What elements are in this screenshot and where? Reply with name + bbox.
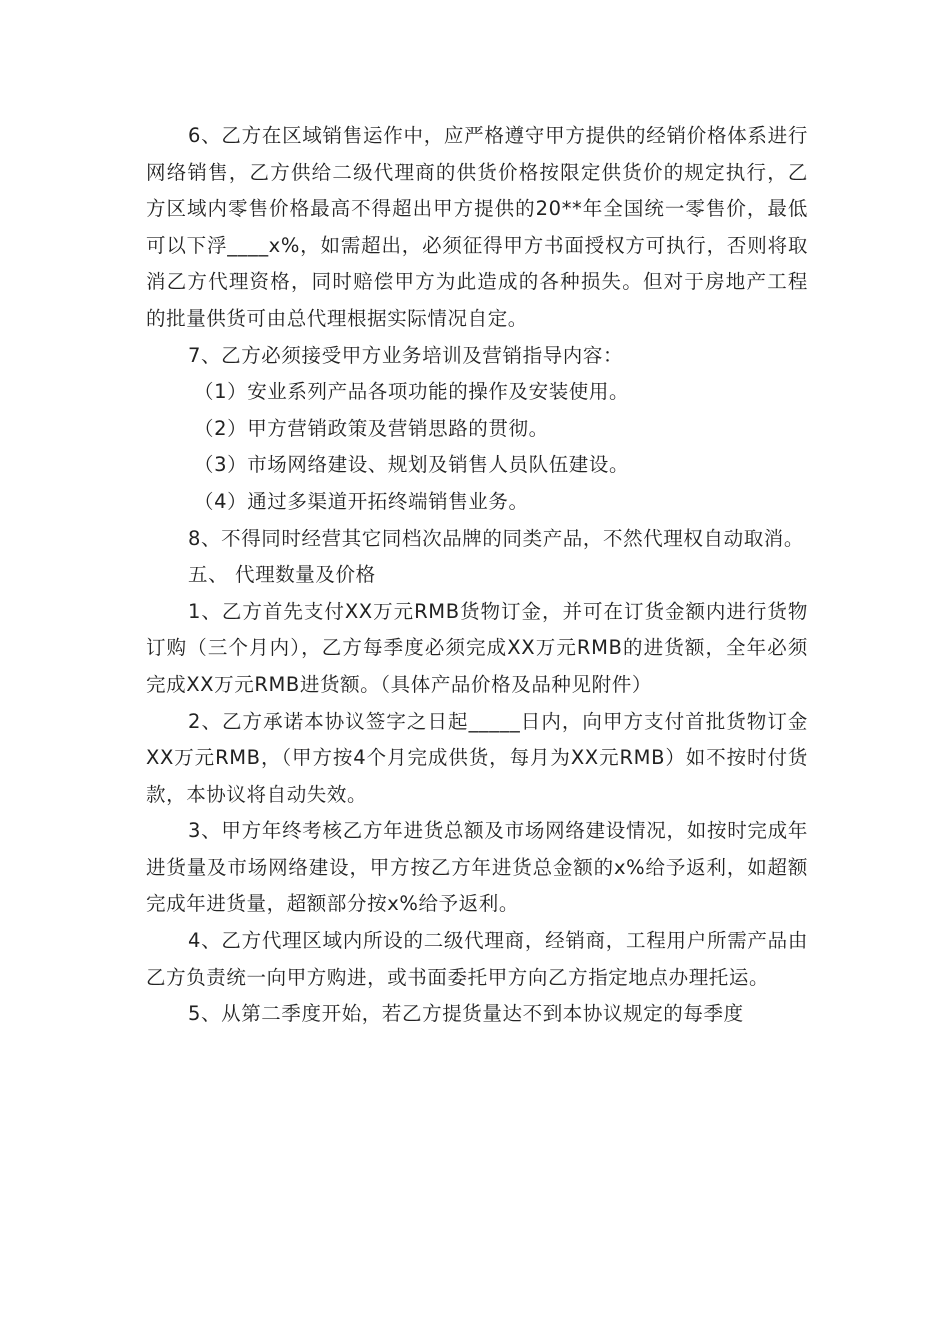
list-item-training-4: （4）通过多渠道开拓终端销售业务。: [194, 489, 529, 513]
section-heading-5: 五、 代理数量及价格: [188, 563, 376, 587]
paragraph-quantity-1: 1、乙方首先支付XX万元RMB货物订金，并可在订货金额内进行货物订购（三个月内），乙方每季度必须完成XX万元RMB的进货额，全年必须完成XX万元RMB进货额。（具体产品价格及品种见附件）: [146, 599, 808, 696]
paragraph-clause-6: 6、乙方在区域销售运作中，应严格遵守甲方提供的经销价格体系进行网络销售，乙方供给二级代理商的供货价格按限定供货价的规定执行，乙方区域内零售价格最高不得超出甲方提供的20**年全国统一零售价，最低可以下浮____x%，如需超出，必须征得甲方书面授权方可执行，否则将取消乙方代理资格，同时赔偿甲方为此造成的各种损失。但对于房地产工程的批量供货可由总代理根据实际情况自定。: [146, 124, 808, 330]
paragraph-quantity-2: 2、乙方承诺本协议签字之日起_____日内，向甲方支付首批货物订金XX万元RMB，（甲方按4个月完成供货，每月为XX元RMB）如不按时付货款，本协议将自动失效。: [146, 709, 808, 806]
list-item-training-1: （1）安业系列产品各项功能的操作及安装使用。: [194, 380, 630, 404]
paragraph-quantity-3: 3、甲方年终考核乙方年进货总额及市场网络建设情况，如按时完成年进货量及市场网络建设，甲方按乙方年进货总金额的x%给予返利，如超额完成年进货量，超额部分按x%给予返利。: [146, 819, 808, 916]
paragraph-quantity-4: 4、乙方代理区域内所设的二级代理商，经销商，工程用户所需产品由乙方负责统一向甲方购进，或书面委托甲方向乙方指定地点办理托运。: [146, 929, 808, 989]
list-item-training-2: （2）甲方营销政策及营销思路的贯彻。: [194, 416, 549, 440]
paragraph-clause-8: 8、不得同时经营其它同档次品牌的同类产品，不然代理权自动取消。: [188, 526, 805, 550]
list-item-training-3: （3）市场网络建设、规划及销售人员队伍建设。: [194, 453, 630, 477]
paragraph-quantity-5: 5、从第二季度开始，若乙方提货量达不到本协议规定的每季度: [188, 1002, 744, 1026]
document-page: [146, 118, 808, 1033]
paragraph-clause-7: 7、乙方必须接受甲方业务培训及营销指导内容：: [188, 343, 624, 367]
